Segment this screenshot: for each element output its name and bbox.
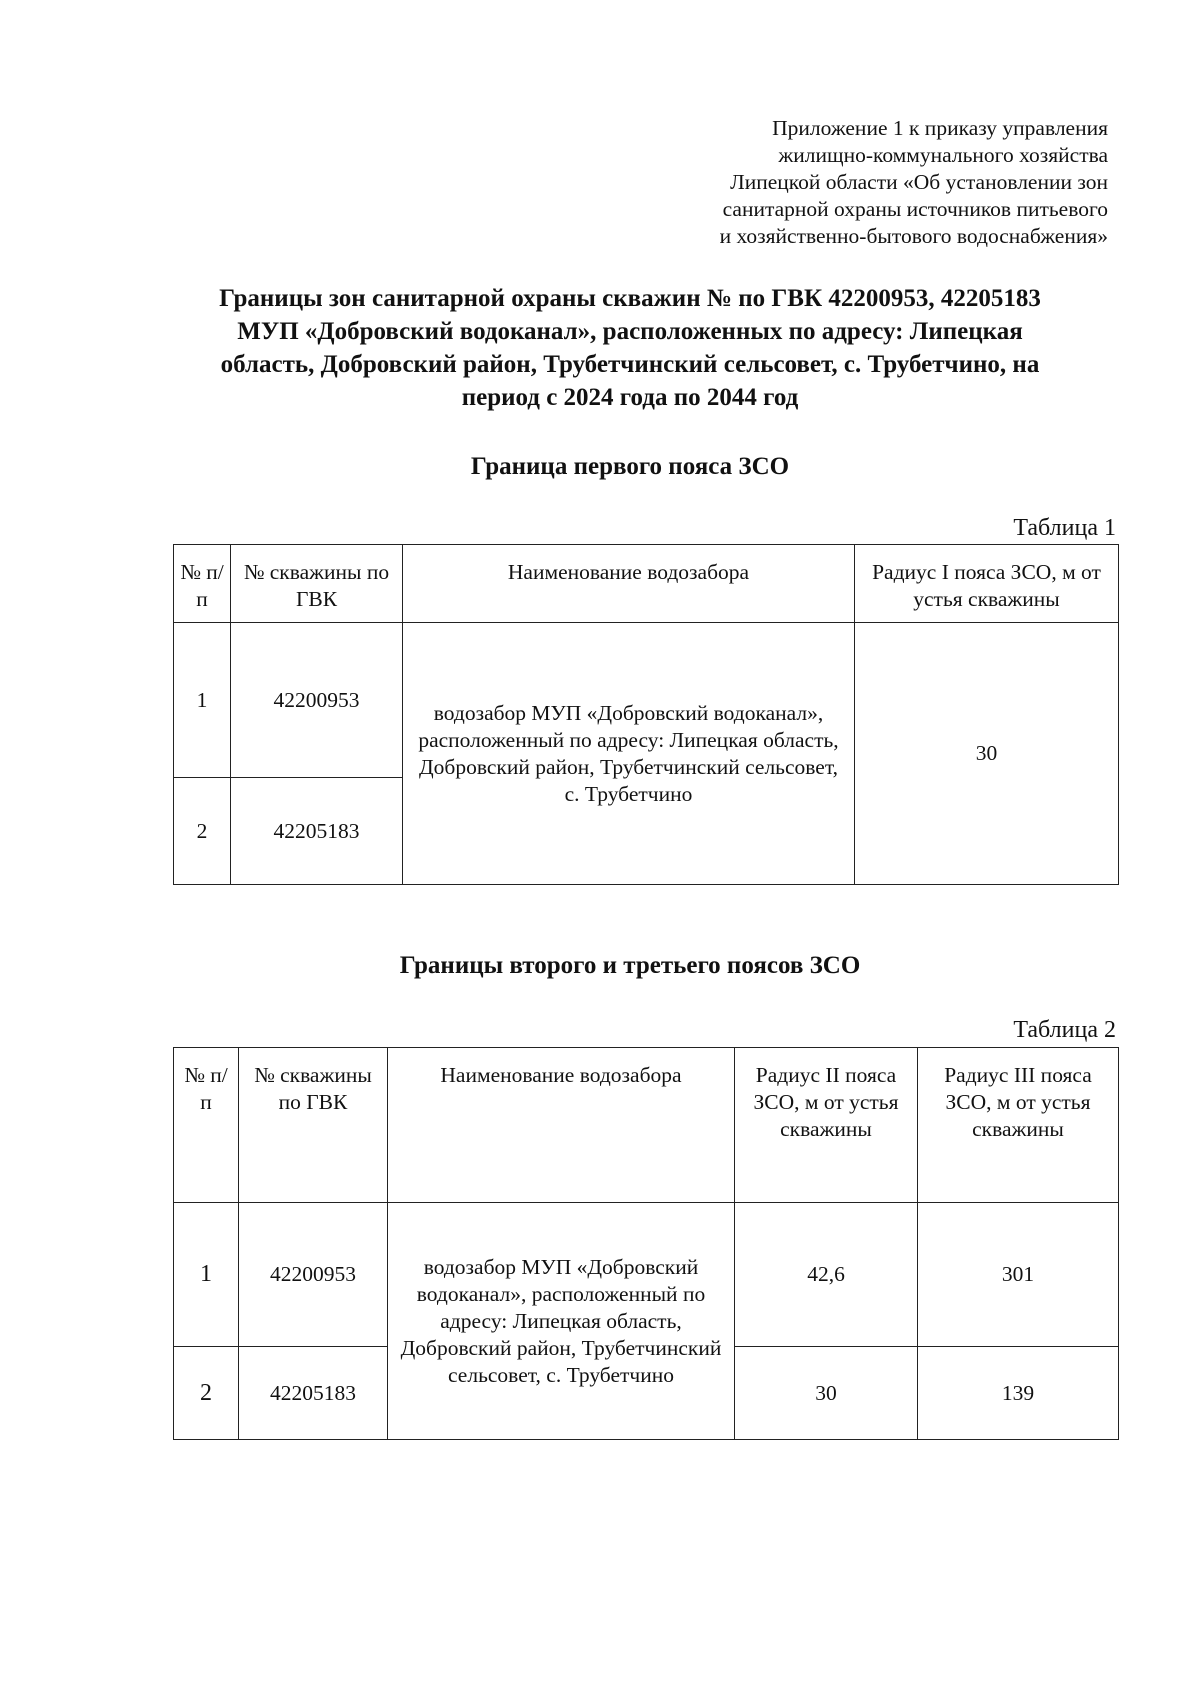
row-num: 2 bbox=[174, 1347, 239, 1440]
title-line: период с 2024 года по 2044 год bbox=[461, 384, 799, 411]
table-header-row bbox=[174, 545, 1119, 623]
col-header-intake: Наименование водозабора bbox=[388, 1048, 735, 1203]
col-header-well: № скважины по ГВК bbox=[239, 1048, 388, 1203]
col-header-well: № скважины по ГВК bbox=[231, 545, 403, 623]
row-intake: водозабор МУП «Добровский водоканал», расположенный по адресу: Липецкая область, Добровский район, Трубетчинский сельсовет, с. Трубетчино bbox=[388, 1203, 735, 1440]
col-header-radius1: Радиус I пояса ЗСО, м от устья скважины bbox=[855, 545, 1119, 623]
col-header-radius3: Радиус III пояса ЗСО, м от устья скважины bbox=[918, 1048, 1119, 1203]
appendix-line: Приложение 1 к приказу управления bbox=[772, 116, 1108, 140]
title-line: МУП «Добровский водоканал», расположенных по адресу: Липецкая bbox=[237, 318, 1023, 345]
table-row bbox=[174, 623, 1119, 778]
row-num: 1 bbox=[174, 623, 231, 778]
row-radius2: 42,6 bbox=[735, 1203, 918, 1347]
title-line: область, Добровский район, Трубетчинский сельсовет, с. Трубетчино, на bbox=[220, 351, 1040, 378]
row-radius3: 301 bbox=[918, 1203, 1119, 1347]
table-first-belt bbox=[173, 544, 1119, 885]
row-intake: водозабор МУП «Добровский водоканал», расположенный по адресу: Липецкая область, Добровский район, Трубетчинский сельсовет, с. Трубетчино bbox=[403, 623, 855, 885]
appendix-line: санитарной охраны источников питьевого bbox=[722, 197, 1108, 221]
appendix-line: и хозяйственно-бытового водоснабжения» bbox=[719, 224, 1108, 248]
row-well: 42200953 bbox=[239, 1203, 388, 1347]
row-well: 42205183 bbox=[231, 778, 403, 885]
table1-label: Таблица 1 bbox=[1013, 515, 1116, 541]
row-radius2: 30 bbox=[735, 1347, 918, 1440]
appendix-line: Липецкой области «Об установлении зон bbox=[730, 170, 1108, 194]
appendix-note bbox=[548, 115, 1108, 250]
table-second-third-belts bbox=[173, 1047, 1119, 1440]
section-heading-second-third-belts: Границы второго и третьего поясов ЗСО bbox=[399, 952, 861, 979]
table2-label: Таблица 2 bbox=[1013, 1017, 1116, 1043]
col-header-num: № п/п bbox=[174, 545, 231, 623]
row-num: 2 bbox=[174, 778, 231, 885]
section-heading-first-belt: Граница первого пояса ЗСО bbox=[470, 453, 790, 480]
appendix-line: жилищно-коммунального хозяйства bbox=[778, 143, 1108, 167]
table-header-row bbox=[174, 1048, 1119, 1203]
row-well: 42200953 bbox=[231, 623, 403, 778]
row-radius1: 30 bbox=[855, 623, 1119, 885]
col-header-radius2: Радиус II пояса ЗСО, м от устья скважины bbox=[735, 1048, 918, 1203]
col-header-num: № п/п bbox=[174, 1048, 239, 1203]
table-row bbox=[174, 1203, 1119, 1347]
title-line: Границы зон санитарной охраны скважин № по ГВК 42200953, 42205183 bbox=[219, 285, 1041, 312]
row-well: 42205183 bbox=[239, 1347, 388, 1440]
document-title bbox=[150, 282, 1110, 414]
col-header-intake: Наименование водозабора bbox=[403, 545, 855, 623]
row-radius3: 139 bbox=[918, 1347, 1119, 1440]
row-num: 1 bbox=[174, 1203, 239, 1347]
